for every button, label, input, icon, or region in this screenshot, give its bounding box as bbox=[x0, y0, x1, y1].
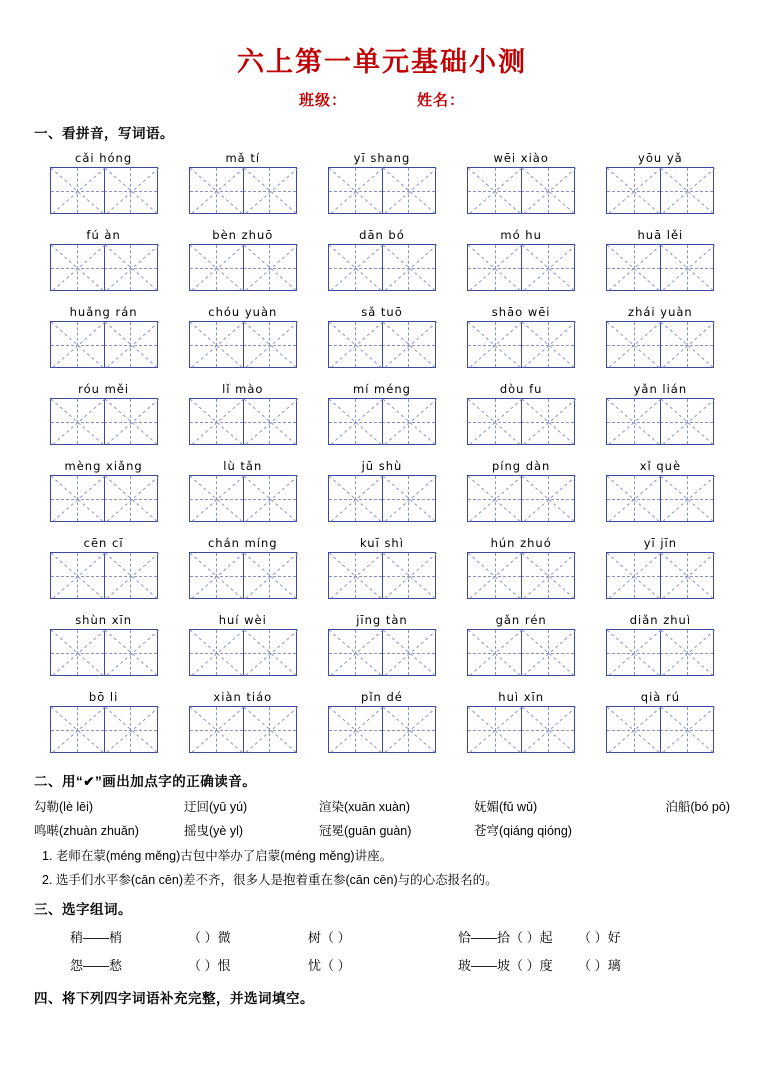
writing-box-cell[interactable] bbox=[591, 629, 730, 687]
pronunciation-sentence[interactable]: 1. 老师在蒙(méng měng)古包中举办了启蒙(méng měng)讲座。 bbox=[42, 848, 393, 863]
character-blank[interactable]: 恰——拾（ ）起 bbox=[458, 930, 553, 946]
page-title: 六上第一单元基础小测 bbox=[237, 47, 527, 77]
tianzige-diagonals bbox=[51, 322, 157, 367]
writing-box-cell[interactable] bbox=[34, 398, 173, 456]
writing-box-cell[interactable] bbox=[312, 629, 451, 687]
writing-box-row bbox=[34, 475, 730, 533]
pinyin-label-row bbox=[34, 302, 730, 321]
writing-box-cell[interactable] bbox=[34, 167, 173, 225]
writing-box-row bbox=[34, 167, 730, 225]
tianzige-diagonals bbox=[468, 245, 574, 290]
pinyin-label: bō li bbox=[88, 690, 119, 704]
pinyin-label: bèn zhuō bbox=[212, 228, 274, 242]
pronunciation-item[interactable]: 渲染(xuān xuàn) bbox=[319, 800, 411, 814]
character-blank[interactable]: 忧（ ） bbox=[308, 957, 351, 973]
tianzige-diagonals bbox=[51, 630, 157, 675]
tianzige-diagonals bbox=[329, 630, 435, 675]
tianzige-diagonals bbox=[607, 707, 713, 752]
writing-box-cell[interactable] bbox=[312, 167, 451, 225]
tianzige-box[interactable] bbox=[50, 244, 158, 291]
writing-box-cell[interactable] bbox=[34, 706, 173, 764]
tianzige-diagonals bbox=[190, 630, 296, 675]
character-blank[interactable]: 玻——坡（ ）度 bbox=[458, 957, 553, 973]
tianzige-box[interactable] bbox=[606, 321, 714, 368]
writing-box-cell[interactable] bbox=[591, 475, 730, 533]
pronunciation-item[interactable]: 摇曳(yè yl) bbox=[184, 823, 244, 838]
tianzige-box[interactable] bbox=[189, 706, 297, 753]
writing-box-row bbox=[34, 629, 730, 687]
tianzige-box[interactable] bbox=[328, 552, 436, 599]
writing-box-cell[interactable] bbox=[591, 552, 730, 610]
tianzige-box[interactable] bbox=[50, 321, 158, 368]
tianzige-diagonals bbox=[51, 476, 157, 521]
pinyin-label: cēn cī bbox=[83, 536, 124, 550]
tianzige-box[interactable] bbox=[328, 475, 436, 522]
pinyin-label: mǎ tí bbox=[225, 151, 261, 165]
tianzige-diagonals bbox=[468, 553, 574, 598]
tianzige-box[interactable] bbox=[606, 244, 714, 291]
writing-box-cell[interactable] bbox=[173, 244, 312, 302]
tianzige-box[interactable] bbox=[606, 398, 714, 445]
writing-box-cell[interactable] bbox=[173, 167, 312, 225]
pinyin-writing-grid bbox=[34, 148, 730, 764]
tianzige-box[interactable] bbox=[467, 244, 575, 291]
pinyin-label-row bbox=[34, 379, 730, 398]
tianzige-box[interactable] bbox=[467, 398, 575, 445]
writing-box-cell[interactable] bbox=[34, 629, 173, 687]
pinyin-label: yǎn lián bbox=[633, 382, 688, 396]
pinyin-label: píng dàn bbox=[491, 459, 551, 473]
character-choice-row bbox=[70, 952, 730, 979]
character-blank[interactable]: （ ）好 bbox=[578, 930, 621, 946]
pinyin-label: chóu yuàn bbox=[208, 305, 278, 319]
tianzige-box[interactable] bbox=[606, 167, 714, 214]
tianzige-box[interactable] bbox=[50, 629, 158, 676]
tianzige-box[interactable] bbox=[606, 706, 714, 753]
tianzige-box[interactable] bbox=[189, 552, 297, 599]
tianzige-box[interactable] bbox=[189, 629, 297, 676]
tianzige-diagonals bbox=[468, 476, 574, 521]
tianzige-diagonals bbox=[190, 322, 296, 367]
tianzige-diagonals bbox=[329, 476, 435, 521]
pronunciation-item[interactable]: 苍穹(qiáng qióng) bbox=[474, 823, 572, 838]
tianzige-diagonals bbox=[329, 707, 435, 752]
pronunciation-row-1 bbox=[34, 796, 730, 820]
pinyin-label-row bbox=[34, 610, 730, 629]
tianzige-diagonals bbox=[607, 245, 713, 290]
character-pair: 稍——梢 bbox=[70, 930, 123, 946]
tianzige-diagonals bbox=[190, 399, 296, 444]
pinyin-label: lù tǎn bbox=[223, 459, 263, 473]
pinyin-label-row bbox=[34, 456, 730, 475]
writing-box-cell[interactable] bbox=[452, 475, 591, 533]
pinyin-label: dān bó bbox=[359, 228, 405, 242]
tianzige-box[interactable] bbox=[467, 552, 575, 599]
pinyin-label: mí méng bbox=[353, 382, 411, 396]
character-blank[interactable]: （ ）璃 bbox=[578, 957, 621, 973]
writing-box-cell[interactable] bbox=[452, 398, 591, 456]
writing-box-cell[interactable] bbox=[34, 475, 173, 533]
pinyin-label: mèng xiǎng bbox=[64, 459, 143, 473]
writing-box-row bbox=[34, 398, 730, 456]
writing-box-cell[interactable] bbox=[312, 552, 451, 610]
writing-box-cell[interactable] bbox=[591, 244, 730, 302]
character-blank[interactable]: 树（ ） bbox=[308, 930, 351, 946]
section-3-heading: 三、选字组词。 bbox=[34, 902, 132, 918]
pinyin-label-row bbox=[34, 225, 730, 244]
writing-box-row bbox=[34, 321, 730, 379]
pronunciation-item[interactable]: 鸣啭(zhuàn zhuǎn) bbox=[34, 823, 139, 838]
writing-box-cell[interactable] bbox=[591, 167, 730, 225]
writing-box-cell[interactable] bbox=[452, 321, 591, 379]
writing-box-cell[interactable] bbox=[452, 552, 591, 610]
tianzige-box[interactable] bbox=[50, 398, 158, 445]
pronunciation-item[interactable]: 泊船(bó pō) bbox=[665, 800, 730, 814]
pronunciation-item[interactable]: 妩媚(fǔ wǔ) bbox=[474, 800, 538, 814]
tianzige-diagonals bbox=[51, 707, 157, 752]
tianzige-box[interactable] bbox=[328, 706, 436, 753]
writing-box-cell[interactable] bbox=[173, 398, 312, 456]
tianzige-diagonals bbox=[329, 168, 435, 213]
writing-box-cell[interactable] bbox=[173, 475, 312, 533]
writing-box-cell[interactable] bbox=[591, 706, 730, 764]
writing-box-row bbox=[34, 552, 730, 610]
writing-box-cell[interactable] bbox=[173, 552, 312, 610]
section-1-heading: 一、看拼音，写词语。 bbox=[34, 126, 174, 141]
class-label: 班级： bbox=[298, 92, 347, 109]
writing-box-cell[interactable] bbox=[312, 706, 451, 764]
character-blank[interactable]: （ ）恨 bbox=[188, 957, 231, 973]
tianzige-diagonals bbox=[607, 322, 713, 367]
tianzige-diagonals bbox=[607, 553, 713, 598]
tianzige-box[interactable] bbox=[606, 629, 714, 676]
pinyin-label: jīng tàn bbox=[356, 613, 408, 627]
pinyin-label: zhái yuàn bbox=[628, 305, 693, 319]
tianzige-diagonals bbox=[468, 399, 574, 444]
character-blank[interactable]: （ ）微 bbox=[188, 930, 231, 946]
pinyin-label: kuī shì bbox=[360, 536, 404, 550]
pinyin-label: sǎ tuō bbox=[361, 305, 403, 319]
pinyin-label: cǎi hóng bbox=[75, 151, 133, 165]
tianzige-diagonals bbox=[329, 245, 435, 290]
tianzige-box[interactable] bbox=[467, 706, 575, 753]
pinyin-label: jū shù bbox=[361, 459, 403, 473]
pinyin-label: huǎng rán bbox=[69, 305, 138, 319]
pinyin-label: hún zhuó bbox=[490, 536, 552, 550]
pinyin-label-row bbox=[34, 533, 730, 552]
tianzige-diagonals bbox=[607, 476, 713, 521]
pinyin-label: qià rú bbox=[640, 690, 680, 704]
pinyin-label: gǎn rén bbox=[495, 613, 547, 627]
tianzige-box[interactable] bbox=[328, 398, 436, 445]
tianzige-diagonals bbox=[607, 399, 713, 444]
writing-box-cell[interactable] bbox=[34, 321, 173, 379]
tianzige-diagonals bbox=[190, 476, 296, 521]
pinyin-label: yōu yǎ bbox=[638, 151, 683, 165]
pinyin-label: xǐ què bbox=[639, 459, 682, 473]
pronunciation-item[interactable]: 冠冕(guān guàn) bbox=[319, 823, 412, 838]
tianzige-diagonals bbox=[607, 630, 713, 675]
pinyin-label: pǐn dé bbox=[361, 690, 403, 704]
pinyin-label: shùn xīn bbox=[75, 613, 132, 627]
writing-box-cell[interactable] bbox=[312, 398, 451, 456]
section-2-heading: 二、用“✔”画出加点字的正确读音。 bbox=[34, 774, 257, 789]
section-3-body bbox=[34, 924, 730, 979]
tianzige-diagonals bbox=[51, 245, 157, 290]
writing-box-cell[interactable] bbox=[452, 244, 591, 302]
tianzige-box[interactable] bbox=[606, 552, 714, 599]
tianzige-diagonals bbox=[468, 630, 574, 675]
pronunciation-row-2 bbox=[34, 820, 730, 844]
pinyin-label: mó hu bbox=[500, 228, 542, 242]
tianzige-box[interactable] bbox=[189, 321, 297, 368]
writing-box-row bbox=[34, 706, 730, 764]
pinyin-label: fú àn bbox=[86, 228, 121, 242]
pinyin-label: huí wèi bbox=[218, 613, 267, 627]
tianzige-diagonals bbox=[190, 707, 296, 752]
tianzige-box[interactable] bbox=[189, 244, 297, 291]
pinyin-label: chán míng bbox=[207, 536, 278, 550]
writing-box-cell[interactable] bbox=[34, 244, 173, 302]
tianzige-diagonals bbox=[190, 553, 296, 598]
tianzige-box[interactable] bbox=[189, 475, 297, 522]
tianzige-diagonals bbox=[468, 707, 574, 752]
tianzige-box[interactable] bbox=[50, 552, 158, 599]
tianzige-box[interactable] bbox=[50, 706, 158, 753]
writing-box-cell[interactable] bbox=[173, 706, 312, 764]
pinyin-label: diǎn zhuì bbox=[629, 613, 692, 627]
section-2-body bbox=[34, 796, 730, 892]
tianzige-diagonals bbox=[190, 245, 296, 290]
character-pair: 怨——愁 bbox=[70, 957, 123, 973]
writing-box-row bbox=[34, 244, 730, 302]
writing-box-cell[interactable] bbox=[312, 475, 451, 533]
pinyin-label: huā lěi bbox=[637, 228, 684, 242]
character-choice-row bbox=[70, 924, 730, 951]
section-4-heading: 四、将下列四字词语补充完整，并选词填空。 bbox=[34, 990, 314, 1006]
writing-box-cell[interactable] bbox=[591, 321, 730, 379]
tianzige-box[interactable] bbox=[328, 321, 436, 368]
pinyin-label: róu měi bbox=[78, 382, 130, 396]
tianzige-box[interactable] bbox=[189, 398, 297, 445]
tianzige-box[interactable] bbox=[328, 629, 436, 676]
writing-box-cell[interactable] bbox=[173, 629, 312, 687]
tianzige-diagonals bbox=[607, 168, 713, 213]
tianzige-box[interactable] bbox=[606, 475, 714, 522]
student-info-line bbox=[34, 89, 730, 110]
pinyin-label-row bbox=[34, 148, 730, 167]
writing-box-cell[interactable] bbox=[452, 706, 591, 764]
pinyin-label-row bbox=[34, 687, 730, 706]
tianzige-box[interactable] bbox=[467, 167, 575, 214]
tianzige-diagonals bbox=[51, 553, 157, 598]
tianzige-diagonals bbox=[190, 168, 296, 213]
tianzige-diagonals bbox=[329, 399, 435, 444]
writing-box-cell[interactable] bbox=[452, 167, 591, 225]
tianzige-box[interactable] bbox=[50, 167, 158, 214]
tianzige-diagonals bbox=[51, 168, 157, 213]
tianzige-box[interactable] bbox=[467, 629, 575, 676]
writing-box-cell[interactable] bbox=[173, 321, 312, 379]
tianzige-box[interactable] bbox=[467, 475, 575, 522]
writing-box-cell[interactable] bbox=[452, 629, 591, 687]
tianzige-diagonals bbox=[329, 322, 435, 367]
pronunciation-item[interactable]: 迂回(yū yú) bbox=[184, 800, 248, 814]
writing-box-cell[interactable] bbox=[591, 398, 730, 456]
tianzige-diagonals bbox=[468, 168, 574, 213]
pinyin-label: yī shang bbox=[353, 151, 411, 165]
pinyin-label: wēi xiào bbox=[493, 151, 549, 165]
name-label: 姓名： bbox=[417, 92, 466, 109]
writing-box-cell[interactable] bbox=[312, 321, 451, 379]
writing-box-cell[interactable] bbox=[312, 244, 451, 302]
tianzige-box[interactable] bbox=[328, 244, 436, 291]
tianzige-diagonals bbox=[329, 553, 435, 598]
tianzige-box[interactable] bbox=[328, 167, 436, 214]
pronunciation-item[interactable]: 勾勒(lè lēi) bbox=[34, 800, 94, 814]
tianzige-diagonals bbox=[468, 322, 574, 367]
writing-box-cell[interactable] bbox=[34, 552, 173, 610]
pinyin-label: huì xīn bbox=[498, 690, 545, 704]
tianzige-diagonals bbox=[51, 399, 157, 444]
pinyin-label: lǐ mào bbox=[222, 382, 264, 396]
pinyin-label: shāo wēi bbox=[491, 305, 551, 319]
pinyin-label: xiàn tiáo bbox=[213, 690, 273, 704]
tianzige-box[interactable] bbox=[189, 167, 297, 214]
pronunciation-sentence[interactable]: 2. 选手们水平参(cān cēn)差不齐，很多人是抱着重在参(cān cēn)与的心态报名的。 bbox=[42, 872, 498, 887]
tianzige-box[interactable] bbox=[50, 475, 158, 522]
pinyin-label: dòu fu bbox=[499, 382, 543, 396]
tianzige-box[interactable] bbox=[467, 321, 575, 368]
pinyin-label: yī jīn bbox=[643, 536, 678, 550]
